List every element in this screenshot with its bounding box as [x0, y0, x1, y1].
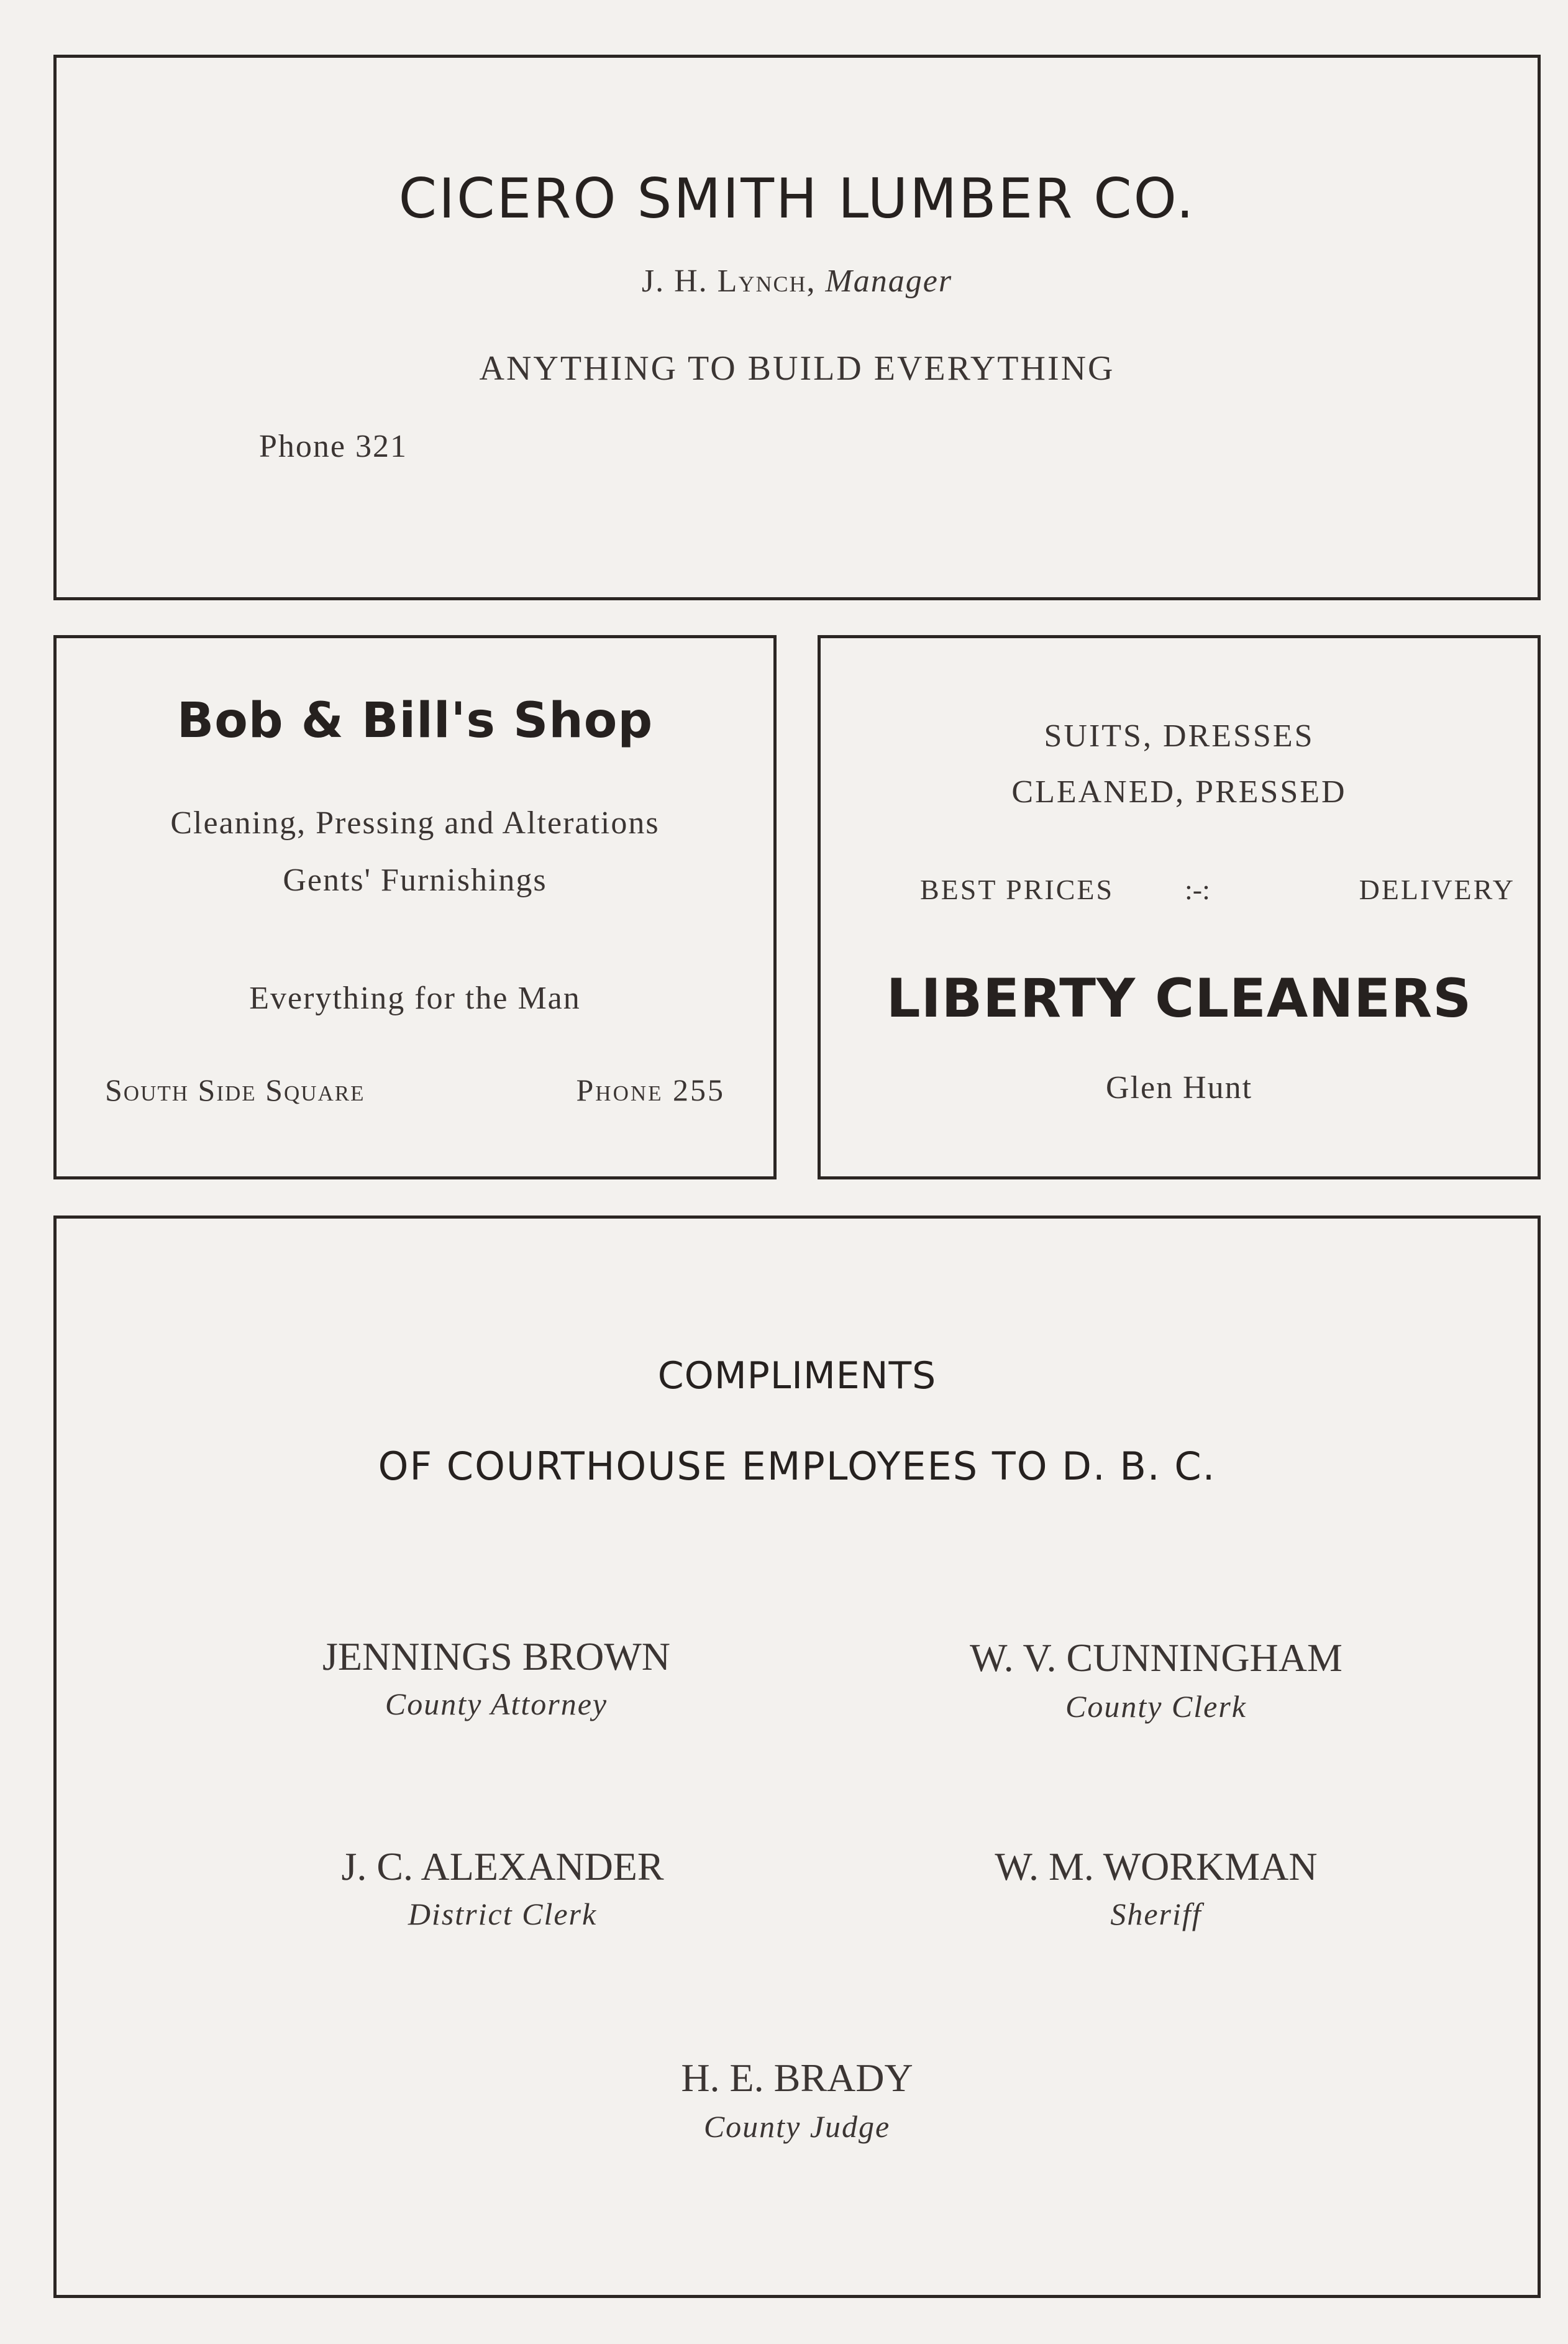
lumber-ad-box: [53, 55, 1541, 600]
lumber-manager-title: Manager: [825, 263, 953, 299]
official-title: County Attorney: [385, 1687, 608, 1721]
official-title: Sheriff: [1110, 1897, 1202, 1931]
official-name: W. V. CUNNINGHAM: [970, 1636, 1342, 1680]
shop-services: Cleaning, Pressing and Alterations: [170, 805, 660, 841]
cleaners-line1: SUITS, DRESSES: [1044, 718, 1315, 754]
lumber-slogan: ANYTHING TO BUILD EVERYTHING: [479, 349, 1115, 388]
shop-goods: Gents' Furnishings: [283, 863, 547, 898]
official-name: J. C. ALEXANDER: [341, 1844, 664, 1888]
cleaners-line2: CLEANED, PRESSED: [1011, 774, 1347, 810]
cleaners-name: LIBERTY CLEANERS: [886, 968, 1472, 1030]
cleaners-best-prices: BEST PRICES: [920, 874, 1114, 905]
courthouse-heading-2: OF COURTHOUSE EMPLOYEES TO D. B. C.: [378, 1444, 1216, 1489]
lumber-manager-name: J. H. Lynch,: [641, 263, 816, 299]
cleaners-separator: :-:: [1185, 874, 1210, 905]
shop-name: Bob & Bill's Shop: [176, 693, 654, 749]
cleaners-owner: Glen Hunt: [1105, 1070, 1253, 1106]
courthouse-heading-1: COMPLIMENTS: [657, 1354, 937, 1398]
official-title: County Judge: [703, 2109, 891, 2144]
official-name: JENNINGS BROWN: [322, 1634, 670, 1678]
shop-location: South Side Square: [105, 1073, 365, 1107]
cleaners-delivery: DELIVERY: [1359, 874, 1515, 905]
shop-phone: Phone 255: [576, 1073, 725, 1107]
lumber-company-name: CICERO SMITH LUMBER CO.: [398, 167, 1196, 231]
courthouse-ad-box: [53, 1215, 1541, 2298]
lumber-phone: Phone 321: [259, 429, 408, 464]
shop-tagline: Everything for the Man: [249, 981, 581, 1016]
cleaners-ad-box: [818, 635, 1541, 1179]
official-name: H. E. BRADY: [681, 2056, 913, 2100]
official-name: W. M. WORKMAN: [995, 1844, 1318, 1888]
shop-ad-box: [53, 635, 777, 1179]
lumber-manager-line: [57, 263, 1538, 300]
official-title: District Clerk: [408, 1897, 598, 1931]
official-title: County Clerk: [1065, 1689, 1247, 1724]
